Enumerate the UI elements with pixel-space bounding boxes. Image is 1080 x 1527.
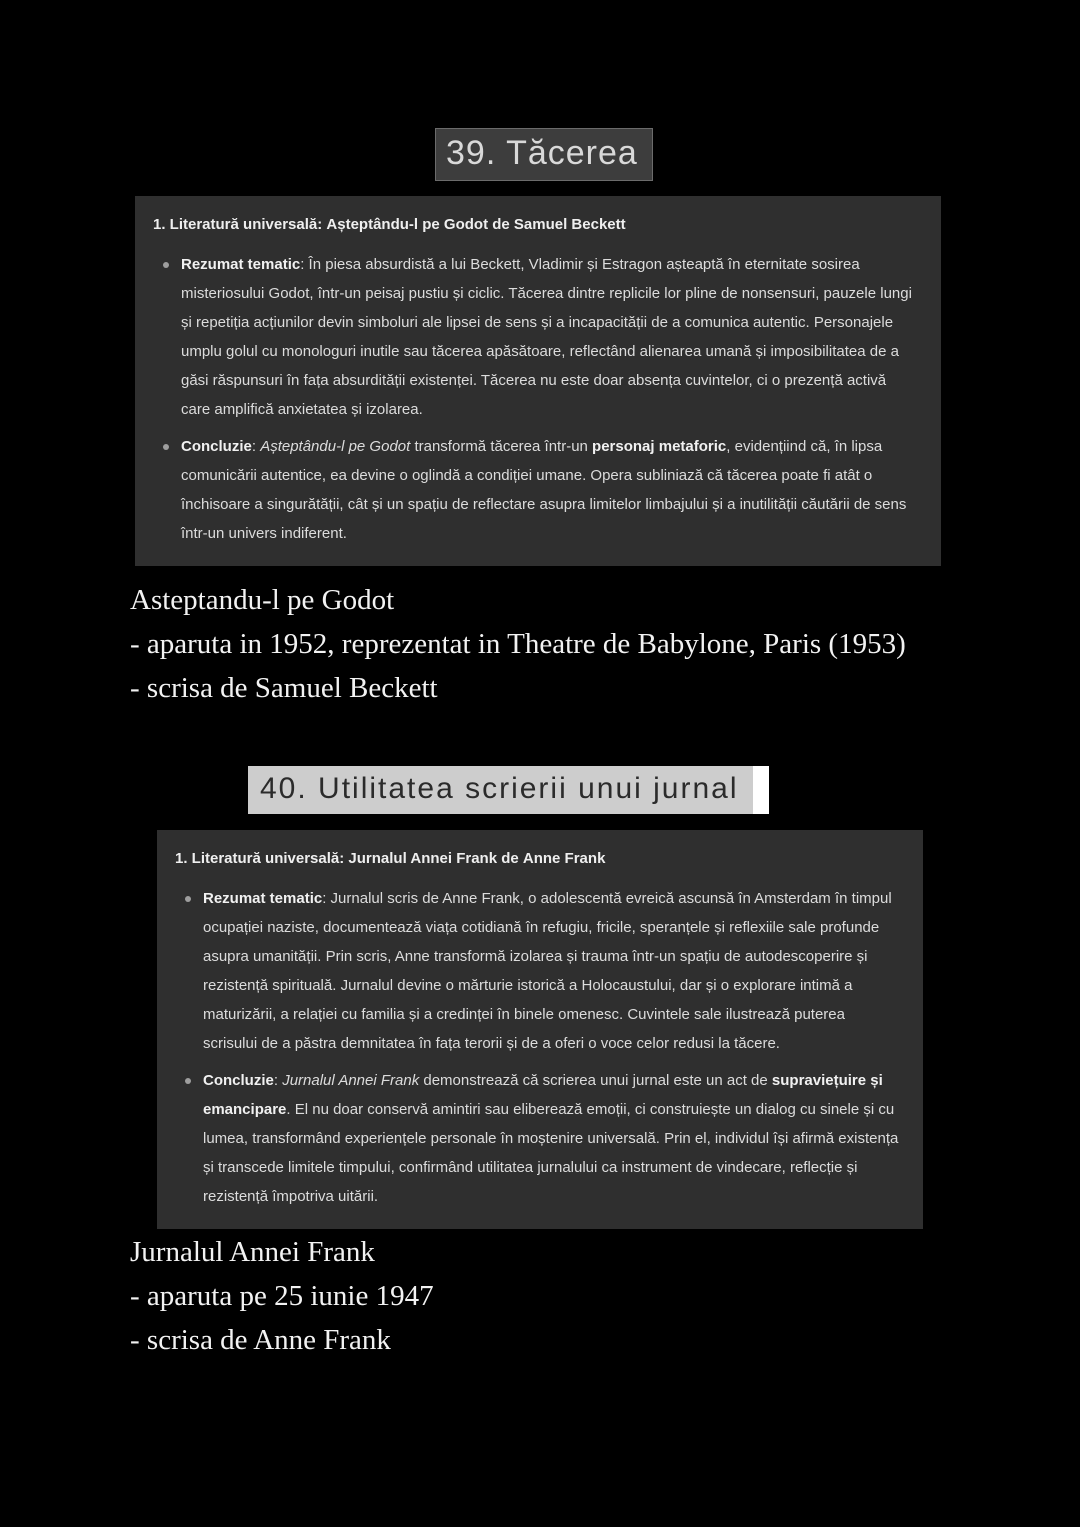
concluzie-sep: :: [251, 438, 261, 455]
note-title: Asteptandu-l pe Godot: [130, 584, 395, 616]
bullet-dot-icon: [185, 896, 191, 902]
concluzie-work-title: Așteptându-l pe Godot: [260, 438, 411, 455]
concluzie-bullet: [175, 1066, 901, 1211]
godot-handnote: [130, 578, 960, 710]
rezumat-body: În piesa absurdistă a lui Beckett, Vladimir și Estragon așteaptă în eternitate sosirea misteriosului Godot, într-un peisaj pustiu și ciclic. Tăcerea dintre replicile lor pline de nonsensuri, pauzele lungi și repetiția acțiunilor devin simboluri ale lipsei de sens și a incapacității de a comunica autentic. Personajele umplu golul cu monologuri inutile sau tăcerea apăsătoare, reflectând alienarea umană și imposibilitatea de a găsi răspunsuri în fața absurdității existenței. Tăcerea nu este doar absența cuvintelor, ci o prezență activă care amplifică anxietatea și izolarea.: [181, 256, 912, 418]
section-40-title-box: [248, 766, 769, 814]
concluzie-work-title: Jurnalul Annei Frank: [282, 1072, 420, 1089]
section-39-title-box: [435, 128, 653, 181]
concluzie-emphasis: personaj metaforic: [592, 438, 727, 455]
heading-prefix: 1. Literatură universală:: [175, 850, 349, 867]
rezumat-bullet: [175, 884, 901, 1058]
note-line: - scrisa de Anne Frank: [130, 1324, 391, 1356]
concluzie-label: Concluzie: [203, 1072, 274, 1089]
rezumat-body: Jurnalul scris de Anne Frank, o adolescentă evreică ascunsă în Amsterdam în timpul ocupației naziste, documentează viața cotidiană în refugiu, fricile, speranțele și reflexiile sale profunde asupra umanității. Prin scris, Anne transformă izolarea și trauma într-un spațiu de autodescoperire și rezistență spirituală. Jurnalul devine o mărturie istorică a Holocaustului, dar și o explorare intimă a maturizării, a relației cu familia și a credinței în binele omenesc. Cuvintele sale ilustrează puterea scrisului de a păstra demnitatea în fața terorii și de a oferi o voce celor redusi la tăcere.: [203, 890, 892, 1052]
anne-frank-answer-panel: [157, 830, 923, 1229]
godot-panel-heading: [153, 210, 919, 239]
section-39-title: 39. Tăcerea: [446, 134, 638, 172]
heading-work-title: Așteptându-l pe Godot: [326, 216, 489, 233]
bullet-dot-icon: [163, 444, 169, 450]
note-line: - aparuta pe 25 iunie 1947: [130, 1280, 434, 1312]
concluzie-mid: demonstrează că scrierea unui jurnal este un act de: [419, 1072, 772, 1089]
concluzie-text: [203, 1066, 901, 1211]
concluzie-rest: , evidențiind că, în lipsa comunicării autentice, ea devine o oglindă a condiției umane. Opera subliniază că tăcerea poate fi atât o închisoare a singurătății, cât și un spațiu de reflectare asupra limitelor limbajului și a inutilității căutării de sens într-un univers indiferent.: [181, 438, 907, 542]
bullet-dot-icon: [163, 262, 169, 268]
heading-mid: de: [488, 216, 514, 233]
anne-frank-handnote: [130, 1230, 960, 1362]
concluzie-rest: . El nu doar conservă amintiri sau eliberează emoții, ci construiește un dialog cu sinele și cu lumea, transformând experiențele personale în moștenire universală. Prin el, individul își afirmă existența și transcede limitele timpului, confirmând utilitatea jurnalului ca instrument de vindecare, reflecție și rezistență împotriva uitării.: [203, 1101, 899, 1205]
note-title: Jurnalul Annei Frank: [130, 1236, 375, 1268]
concluzie-text: [181, 432, 919, 548]
heading-mid: de: [497, 850, 523, 867]
heading-prefix: 1. Literatură universală:: [153, 216, 327, 233]
note-line: - scrisa de Samuel Beckett: [130, 672, 438, 704]
concluzie-sep: :: [273, 1072, 283, 1089]
godot-answer-panel: [135, 196, 941, 566]
concluzie-label: Concluzie: [181, 438, 252, 455]
rezumat-text: [181, 250, 919, 424]
rezumat-bullet: [153, 250, 919, 424]
concluzie-mid: transformă tăcerea într-un: [410, 438, 593, 455]
rezumat-sep: :: [300, 256, 309, 273]
rezumat-label: Rezumat tematic: [181, 256, 301, 273]
concluzie-emphasis: supraviețuire și emancipare: [203, 1072, 883, 1118]
concluzie-bullet: [153, 432, 919, 548]
heading-author: Samuel Beckett: [513, 216, 626, 233]
heading-author: Anne Frank: [522, 850, 606, 867]
rezumat-label: Rezumat tematic: [203, 890, 323, 907]
rezumat-text: [203, 884, 901, 1058]
heading-work-title: Jurnalul Annei Frank: [348, 850, 498, 867]
anne-frank-panel-heading: [175, 844, 901, 873]
section-40-title: 40. Utilitatea scrierii unui jurnal: [260, 772, 739, 805]
bullet-dot-icon: [185, 1078, 191, 1084]
note-line: - aparuta in 1952, reprezentat in Theatre de Babylone, Paris (1953): [130, 628, 906, 660]
rezumat-sep: :: [322, 890, 331, 907]
